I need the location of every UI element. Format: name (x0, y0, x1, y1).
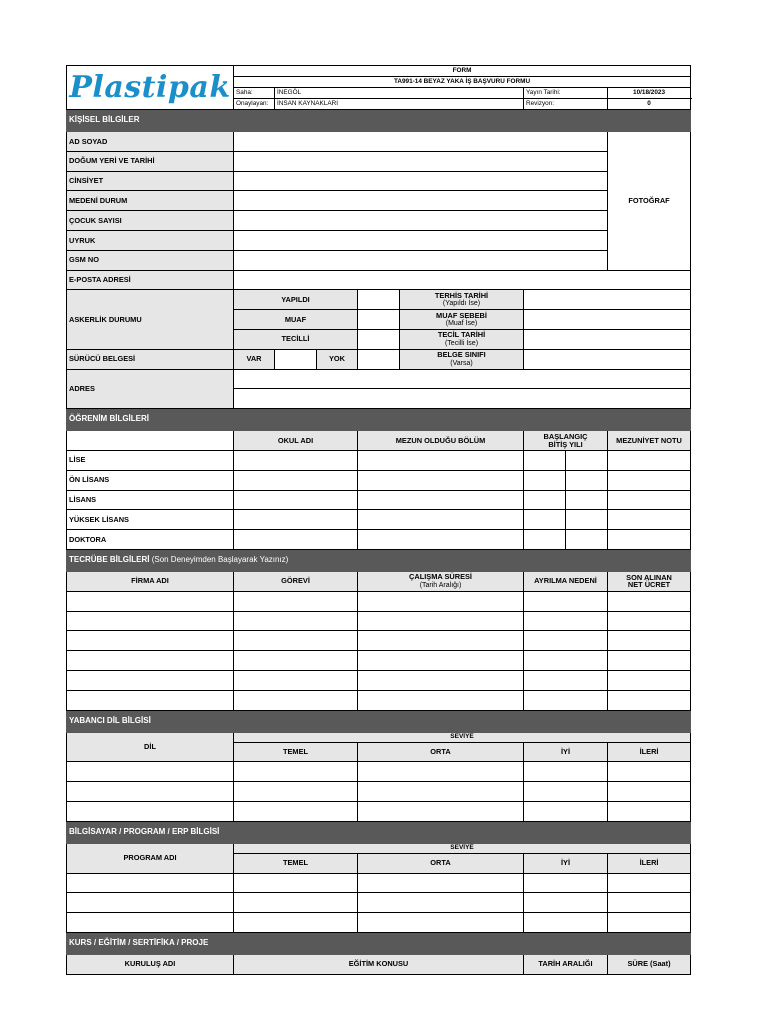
label-muaf-sebebi: MUAF SEBEBİ (Muaf İse) (400, 310, 524, 330)
exp-cell[interactable] (358, 611, 524, 631)
application-form (66, 65, 690, 975)
col-seviye: SEVİYE (234, 843, 691, 853)
label-cinsiyet: CİNSİYET (67, 171, 234, 191)
prog-cell[interactable] (608, 913, 691, 933)
prog-cell[interactable] (524, 873, 608, 893)
exp-cell[interactable] (234, 651, 358, 671)
col-orta: ORTA (358, 853, 524, 873)
edu-bolum[interactable] (358, 450, 524, 470)
edu-bit[interactable] (566, 470, 608, 490)
prog-row (67, 873, 691, 893)
onay-value: İNSAN KAYNAKLARI (275, 99, 524, 110)
prog-cell[interactable] (234, 893, 358, 913)
exp-row (67, 631, 691, 651)
field-dogum[interactable] (234, 151, 608, 171)
label-gsm: GSM NO (67, 250, 234, 270)
saha-value: İNEGÖL (275, 88, 524, 99)
col-yil: BAŞLANGIÇ BİTİŞ YILI (524, 431, 608, 451)
edu-okul[interactable] (234, 510, 358, 530)
field-eposta[interactable] (234, 270, 691, 290)
exp-cell[interactable] (608, 651, 691, 671)
form-table (66, 65, 691, 975)
field-cinsiyet[interactable] (234, 171, 608, 191)
exp-cell[interactable] (67, 611, 234, 631)
exp-cell[interactable] (524, 690, 608, 710)
form-label: FORM (234, 66, 691, 77)
edu-bit[interactable] (566, 490, 608, 510)
edu-level: DOKTORA (67, 530, 234, 550)
field-uyruk[interactable] (234, 230, 608, 250)
label-ad-soyad: AD SOYAD (67, 132, 234, 152)
label-adres: ADRES (67, 369, 234, 409)
field-ad-soyad[interactable] (234, 132, 608, 152)
exp-cell[interactable] (524, 651, 608, 671)
check-yok[interactable] (358, 349, 400, 369)
exp-cell[interactable] (234, 670, 358, 690)
exp-cell[interactable] (234, 690, 358, 710)
col-ileri: İLERİ (608, 742, 691, 762)
lang-cell[interactable] (67, 762, 234, 782)
exp-cell[interactable] (358, 631, 524, 651)
exp-cell[interactable] (67, 651, 234, 671)
saha-label: Saha: (234, 88, 275, 99)
exp-row (67, 670, 691, 690)
section-computer: BİLGİSAYAR / PROGRAM / ERP BİLGİSİ (67, 821, 691, 843)
col-iyi: İYİ (524, 742, 608, 762)
edu-row (67, 490, 691, 510)
lang-cell[interactable] (524, 762, 608, 782)
label-eposta: E-POSTA ADRESİ (67, 270, 234, 290)
label-belge: BELGE SINIFI (Varsa) (400, 349, 524, 369)
label-terhis: TERHİS TARİHİ (Yapıldı İse) (400, 290, 524, 310)
edu-row (67, 530, 691, 550)
exp-cell[interactable] (234, 591, 358, 611)
field-cocuk[interactable] (234, 211, 608, 231)
edu-level: LİSANS (67, 490, 234, 510)
col-iyi: İYİ (524, 853, 608, 873)
col-temel: TEMEL (234, 742, 358, 762)
lang-cell[interactable] (524, 801, 608, 821)
label-medeni: MEDENİ DURUM (67, 191, 234, 211)
label-askerlik: ASKERLİK DURUMU (67, 290, 234, 349)
edu-not[interactable] (608, 530, 691, 550)
option-yok: YOK (317, 349, 358, 369)
label-surucu: SÜRÜCÜ BELGESİ (67, 349, 234, 369)
edu-bolum[interactable] (358, 470, 524, 490)
edu-bas[interactable] (524, 450, 566, 470)
field-medeni[interactable] (234, 191, 608, 211)
edu-bit[interactable] (566, 450, 608, 470)
exp-cell[interactable] (67, 690, 234, 710)
check-tecilli[interactable] (358, 329, 400, 349)
lang-row (67, 801, 691, 821)
exp-cell[interactable] (608, 631, 691, 651)
exp-cell[interactable] (524, 670, 608, 690)
onay-label: Onaylayan: (234, 99, 275, 110)
col-dil: DİL (67, 732, 234, 762)
edu-bit[interactable] (566, 510, 608, 530)
label-tecil: TECİL TARİHİ (Tecilli İse) (400, 329, 524, 349)
edu-bas[interactable] (524, 470, 566, 490)
col-sure: ÇALIŞMA SÜRESİ (Tarih Aralığı) (358, 571, 524, 591)
yayin-value: 10/18/2023 (608, 88, 691, 99)
col-ayrilma: AYRILMA NEDENİ (524, 571, 608, 591)
edu-okul[interactable] (234, 490, 358, 510)
col-ucret: SON ALINAN NET ÜCRET (608, 571, 691, 591)
edu-bas[interactable] (524, 530, 566, 550)
exp-cell[interactable] (608, 690, 691, 710)
edu-not[interactable] (608, 450, 691, 470)
exp-cell[interactable] (358, 651, 524, 671)
prog-cell[interactable] (67, 893, 234, 913)
lang-row (67, 762, 691, 782)
lang-cell[interactable] (67, 801, 234, 821)
edu-not[interactable] (608, 510, 691, 530)
option-var: VAR (234, 349, 275, 369)
section-education: ÖĞRENİM BİLGİLERİ (67, 409, 691, 431)
prog-cell[interactable] (608, 893, 691, 913)
edu-okul[interactable] (234, 470, 358, 490)
edu-bas[interactable] (524, 510, 566, 530)
edu-row (67, 510, 691, 530)
option-yapildi: YAPILDI (234, 290, 358, 310)
lang-row (67, 782, 691, 802)
edu-not[interactable] (608, 470, 691, 490)
label-dogum: DOĞUM YERİ VE TARİHİ (67, 151, 234, 171)
lang-cell[interactable] (234, 801, 358, 821)
col-temel: TEMEL (234, 853, 358, 873)
check-var[interactable] (275, 349, 317, 369)
exp-cell[interactable] (234, 611, 358, 631)
edu-level: LİSE (67, 450, 234, 470)
form-title: TA991-14 BEYAZ YAKA İŞ BAŞVURU FORMU (234, 77, 691, 88)
section-language: YABANCI DİL BİLGİSİ (67, 710, 691, 732)
prog-cell[interactable] (67, 873, 234, 893)
section-courses: KURS / EĞİTİM / SERTİFİKA / PROJE (67, 932, 691, 954)
col-ileri: İLERİ (608, 853, 691, 873)
edu-okul[interactable] (234, 530, 358, 550)
check-muaf[interactable] (358, 310, 400, 330)
edu-okul[interactable] (234, 450, 358, 470)
prog-cell[interactable] (234, 873, 358, 893)
edu-level: ÖN LİSANS (67, 470, 234, 490)
yayin-label: Yayın Tarihi: (524, 88, 608, 99)
field-terhis[interactable] (524, 290, 691, 310)
field-adres-1[interactable] (234, 369, 691, 389)
lang-cell[interactable] (358, 782, 524, 802)
prog-cell[interactable] (67, 913, 234, 933)
prog-row (67, 893, 691, 913)
edu-bit[interactable] (566, 530, 608, 550)
exp-cell[interactable] (358, 591, 524, 611)
edu-level: YÜKSEK LİSANS (67, 510, 234, 530)
prog-cell[interactable] (524, 893, 608, 913)
col-bolum: MEZUN OLDUĞU BÖLÜM (358, 431, 524, 451)
edu-not[interactable] (608, 490, 691, 510)
col-not: MEZUNİYET NOTU (608, 431, 691, 451)
option-tecilli: TECİLLİ (234, 329, 358, 349)
field-tecil[interactable] (524, 329, 691, 349)
field-muaf-sebebi[interactable] (524, 310, 691, 330)
col-program: PROGRAM ADI (67, 843, 234, 873)
field-gsm[interactable] (234, 250, 608, 270)
col-konu: EĞİTİM KONUSU (234, 954, 524, 974)
exp-cell[interactable] (524, 631, 608, 651)
company-logo: Plastipak (67, 66, 234, 110)
field-belge[interactable] (524, 349, 691, 369)
prog-cell[interactable] (524, 913, 608, 933)
exp-cell[interactable] (67, 591, 234, 611)
prog-cell[interactable] (234, 913, 358, 933)
exp-cell[interactable] (608, 611, 691, 631)
lang-cell[interactable] (608, 801, 691, 821)
exp-cell[interactable] (608, 591, 691, 611)
exp-row (67, 651, 691, 671)
exp-cell[interactable] (358, 670, 524, 690)
lang-cell[interactable] (67, 782, 234, 802)
check-yapildi[interactable] (358, 290, 400, 310)
exp-cell[interactable] (524, 611, 608, 631)
lang-cell[interactable] (234, 762, 358, 782)
exp-row (67, 591, 691, 611)
exp-cell[interactable] (524, 591, 608, 611)
col-gorev: GÖREVİ (234, 571, 358, 591)
edu-bolum[interactable] (358, 530, 524, 550)
exp-row (67, 611, 691, 631)
edu-bas[interactable] (524, 490, 566, 510)
col-sure-saat: SÜRE (Saat) (608, 954, 691, 974)
exp-row (67, 690, 691, 710)
col-okul: OKUL ADI (234, 431, 358, 451)
col-orta: ORTA (358, 742, 524, 762)
prog-cell[interactable] (358, 873, 524, 893)
option-muaf: MUAF (234, 310, 358, 330)
lang-cell[interactable] (234, 782, 358, 802)
section-personal: KİŞİSEL BİLGİLER (67, 110, 691, 132)
lang-cell[interactable] (608, 762, 691, 782)
edu-bolum[interactable] (358, 510, 524, 530)
label-cocuk: ÇOCUK SAYISI (67, 211, 234, 231)
lang-cell[interactable] (524, 782, 608, 802)
edu-row (67, 470, 691, 490)
col-kurulus: KURULUŞ ADI (67, 954, 234, 974)
exp-cell[interactable] (234, 631, 358, 651)
revizyon-label: Revizyon: (524, 99, 608, 110)
exp-cell[interactable] (67, 670, 234, 690)
prog-cell[interactable] (358, 913, 524, 933)
lang-cell[interactable] (358, 801, 524, 821)
col-firma: FİRMA ADI (67, 571, 234, 591)
col-seviye: SEVİYE (234, 732, 691, 742)
exp-cell[interactable] (358, 690, 524, 710)
prog-row (67, 913, 691, 933)
prog-cell[interactable] (608, 873, 691, 893)
revizyon-value: 0 (608, 99, 691, 110)
edu-bolum[interactable] (358, 490, 524, 510)
photo-box[interactable]: FOTOĞRAF (608, 132, 691, 271)
label-uyruk: UYRUK (67, 230, 234, 250)
prog-cell[interactable] (358, 893, 524, 913)
lang-cell[interactable] (608, 782, 691, 802)
field-adres-2[interactable] (234, 389, 691, 409)
section-experience: TECRÜBE BİLGİLERİ (Son Deneyimden Başlayarak Yazınız) (67, 549, 691, 571)
col-tarih: TARİH ARALIĞI (524, 954, 608, 974)
exp-cell[interactable] (608, 670, 691, 690)
edu-corner (67, 431, 234, 451)
lang-cell[interactable] (358, 762, 524, 782)
exp-cell[interactable] (67, 631, 234, 651)
edu-row (67, 450, 691, 470)
